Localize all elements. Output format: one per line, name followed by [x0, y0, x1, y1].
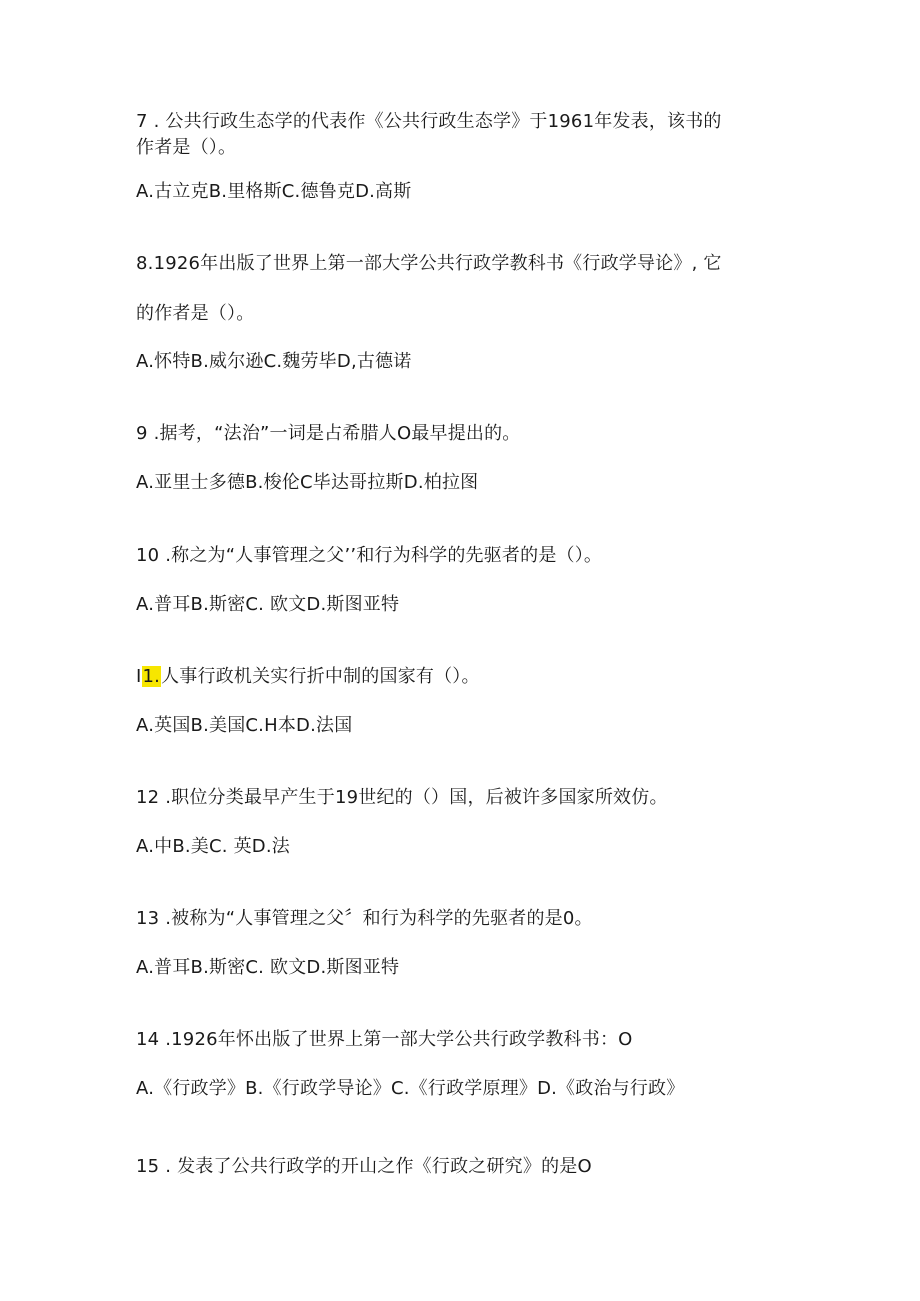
question-14-options: A.《行政学》B.《行政学导论》C.《行政学原理》D.《政治与行政》	[136, 1078, 685, 1099]
question-7-stem-line1: 7 . 公共行政生态学的代表作《公共行政生态学》于1961年发表，该书的	[136, 111, 722, 132]
question-15-stem: 15 . 发表了公共行政学的开山之作《行政之研究》的是O	[136, 1156, 592, 1177]
question-12-stem: 12 .职位分类最早产生于19世纪的（）国，后被许多国家所效仿。	[136, 787, 668, 808]
question-9-stem: 9 .据考，“法治”一词是占希腊人O最早提出的。	[136, 423, 521, 444]
question-11-options: A.英国B.美国C.H本D.法国	[136, 715, 353, 736]
question-8-stem-line1: 8.1926年出版了世界上第一部大学公共行政学教科书《行政学导论》, 它	[136, 253, 722, 274]
question-7-options: A.古立克B.里格斯C.德鲁克D.高斯	[136, 181, 412, 202]
question-8-stem-line2: 的作者是（）。	[136, 303, 255, 324]
question-13-options: A.普耳B.斯密C. 欧文D.斯图亚特	[136, 957, 400, 978]
question-9-options: A.亚里士多德B.梭伦C毕达哥拉斯D.柏拉图	[136, 472, 479, 493]
question-12-options: A.中B.美C. 英D.法	[136, 836, 290, 857]
question-8-options: A.怀特B.威尔逊C.魏劳毕D,古德诺	[136, 351, 412, 372]
question-11-prefix: I	[136, 666, 142, 687]
question-14-stem: 14 .1926年怀出版了世界上第一部大学公共行政学教科书：O	[136, 1029, 633, 1050]
highlighted-number: 1.	[142, 666, 161, 687]
question-10-options: A.普耳B.斯密C. 欧文D.斯图亚特	[136, 594, 400, 615]
question-13-stem: 13 .被称为“人事管理之父〞和行为科学的先驱者的是0。	[136, 908, 593, 929]
question-11-stem	[136, 665, 480, 689]
question-11-text: 人事行政机关实行折中制的国家有（）。	[161, 666, 480, 687]
question-10-stem: 10 .称之为“人事管理之父’’和行为科学的先驱者的是（）。	[136, 545, 603, 566]
question-7-stem-line2: 作者是（）。	[136, 137, 237, 158]
